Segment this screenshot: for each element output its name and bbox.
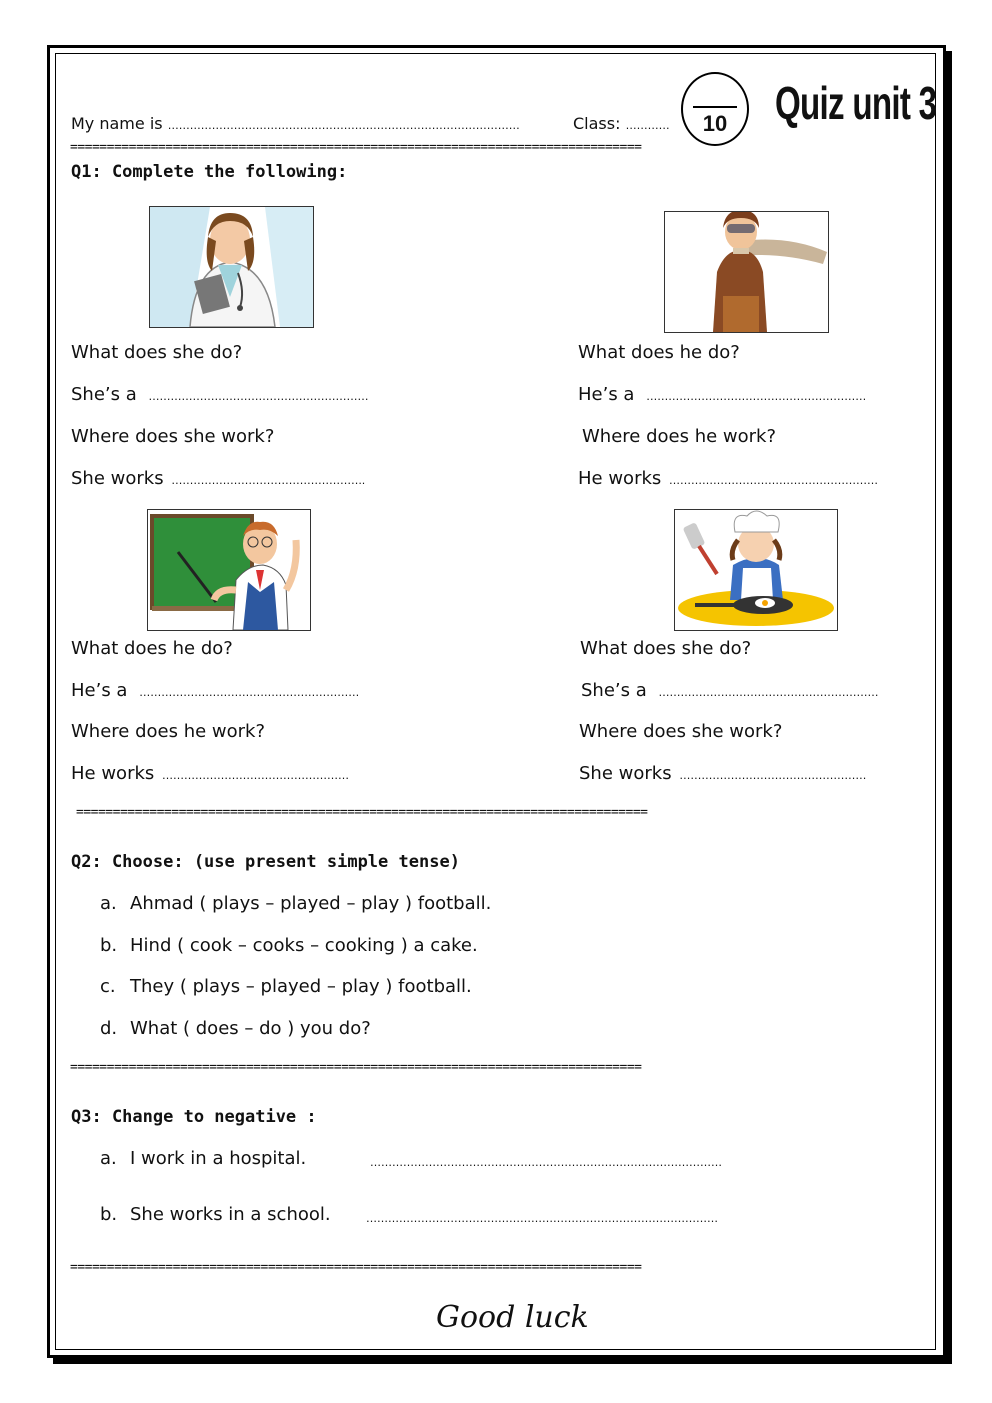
q3-item-b — [100, 1204, 331, 1225]
q1-item1-question1: What does she do? — [71, 342, 243, 363]
q1-item2-question1: What does he do? — [578, 342, 740, 363]
q3-item-b-blank[interactable]: …………………………………………………………………………………… — [366, 1212, 718, 1225]
separator: ============================================================================== — [70, 140, 642, 155]
answer-blank[interactable]: …………………………………………………… — [658, 686, 879, 699]
chef-picture — [674, 509, 838, 631]
q1-item1-question2: Where does she work? — [71, 426, 275, 447]
separator: ============================================================================== — [76, 805, 648, 820]
score-max: 10 — [702, 111, 728, 136]
item-letter: a. — [100, 893, 117, 914]
q2-heading: Q2: Choose: (use present simple tense) — [71, 852, 460, 872]
page-title: Quiz unit 3 — [775, 77, 937, 129]
item-letter: d. — [100, 1018, 118, 1039]
answer-prefix: He’s a — [71, 680, 128, 701]
q1-item4-answer2 — [579, 763, 866, 784]
item-letter: a. — [100, 1148, 117, 1169]
item-text: She works in a school. — [130, 1204, 331, 1225]
item-text: Ahmad ( plays – played – play ) football. — [130, 893, 492, 914]
q1-heading: Q1: Complete the following: — [71, 162, 348, 182]
closing-text: Good luck — [436, 1300, 589, 1335]
answer-prefix: She’s a — [581, 680, 647, 701]
item-text: I work in a hospital. — [130, 1148, 307, 1169]
answer-blank[interactable]: …………………………………………………… — [139, 686, 360, 699]
answer-prefix: She works — [579, 763, 672, 784]
q1-item2-answer2 — [578, 468, 878, 489]
q2-item-c — [100, 976, 472, 997]
q1-item3-question2: Where does he work? — [71, 721, 266, 742]
q3-item-a-blank[interactable]: …………………………………………………………………………………… — [370, 1156, 722, 1169]
q1-item2-question2: Where does he work? — [582, 426, 777, 447]
q1-item3-question1: What does he do? — [71, 638, 233, 659]
doctor-picture — [149, 206, 314, 328]
q1-item3-answer2 — [71, 763, 349, 784]
answer-blank[interactable]: …………………………………………………… — [646, 390, 867, 403]
answer-prefix: He works — [578, 468, 662, 489]
q1-item3-answer1 — [71, 680, 359, 701]
teacher-picture — [147, 509, 311, 631]
name-line — [71, 114, 520, 133]
answer-prefix: She’s a — [71, 384, 137, 405]
q1-item4-answer1 — [581, 680, 879, 701]
answer-blank[interactable]: …………………………………………… — [679, 769, 867, 782]
answer-blank[interactable]: ………………………………………………… — [669, 474, 879, 487]
pilot-picture — [664, 211, 829, 333]
answer-prefix: He’s a — [578, 384, 635, 405]
item-letter: c. — [100, 976, 116, 997]
q1-item4-question2: Where does she work? — [579, 721, 783, 742]
answer-prefix: He works — [71, 763, 155, 784]
separator: ============================================================================== — [70, 1260, 642, 1275]
item-text: What ( does – do ) you do? — [130, 1018, 371, 1039]
separator: ============================================================================== — [70, 1060, 642, 1075]
item-letter: b. — [100, 1204, 118, 1225]
class-line — [573, 114, 670, 133]
score-fraction-line — [693, 106, 737, 108]
q3-heading: Q3: Change to negative : — [71, 1107, 317, 1127]
class-label: Class: — [573, 114, 621, 133]
q2-item-a — [100, 893, 491, 914]
answer-blank[interactable]: …………………………………………… — [162, 769, 350, 782]
q2-item-b — [100, 935, 478, 956]
name-label: My name is — [71, 114, 163, 133]
item-letter: b. — [100, 935, 118, 956]
item-text: Hind ( cook – cooks – cooking ) a cake. — [130, 935, 478, 956]
q1-item4-question1: What does she do? — [580, 638, 752, 659]
q1-item1-answer1 — [71, 384, 369, 405]
score-circle — [681, 72, 749, 146]
answer-blank[interactable]: …………………………………………….. — [171, 474, 366, 487]
answer-blank[interactable]: …………………………………………………… — [148, 390, 369, 403]
q3-item-a — [100, 1148, 306, 1169]
q2-item-d — [100, 1018, 371, 1039]
item-text: They ( plays – played – play ) football. — [130, 976, 472, 997]
answer-prefix: She works — [71, 468, 164, 489]
q1-item1-answer2 — [71, 468, 365, 489]
name-blank[interactable]: …………………………………………………………………………………… — [167, 119, 520, 132]
class-blank[interactable]: ………… — [625, 119, 670, 132]
q1-item2-answer1 — [578, 384, 866, 405]
